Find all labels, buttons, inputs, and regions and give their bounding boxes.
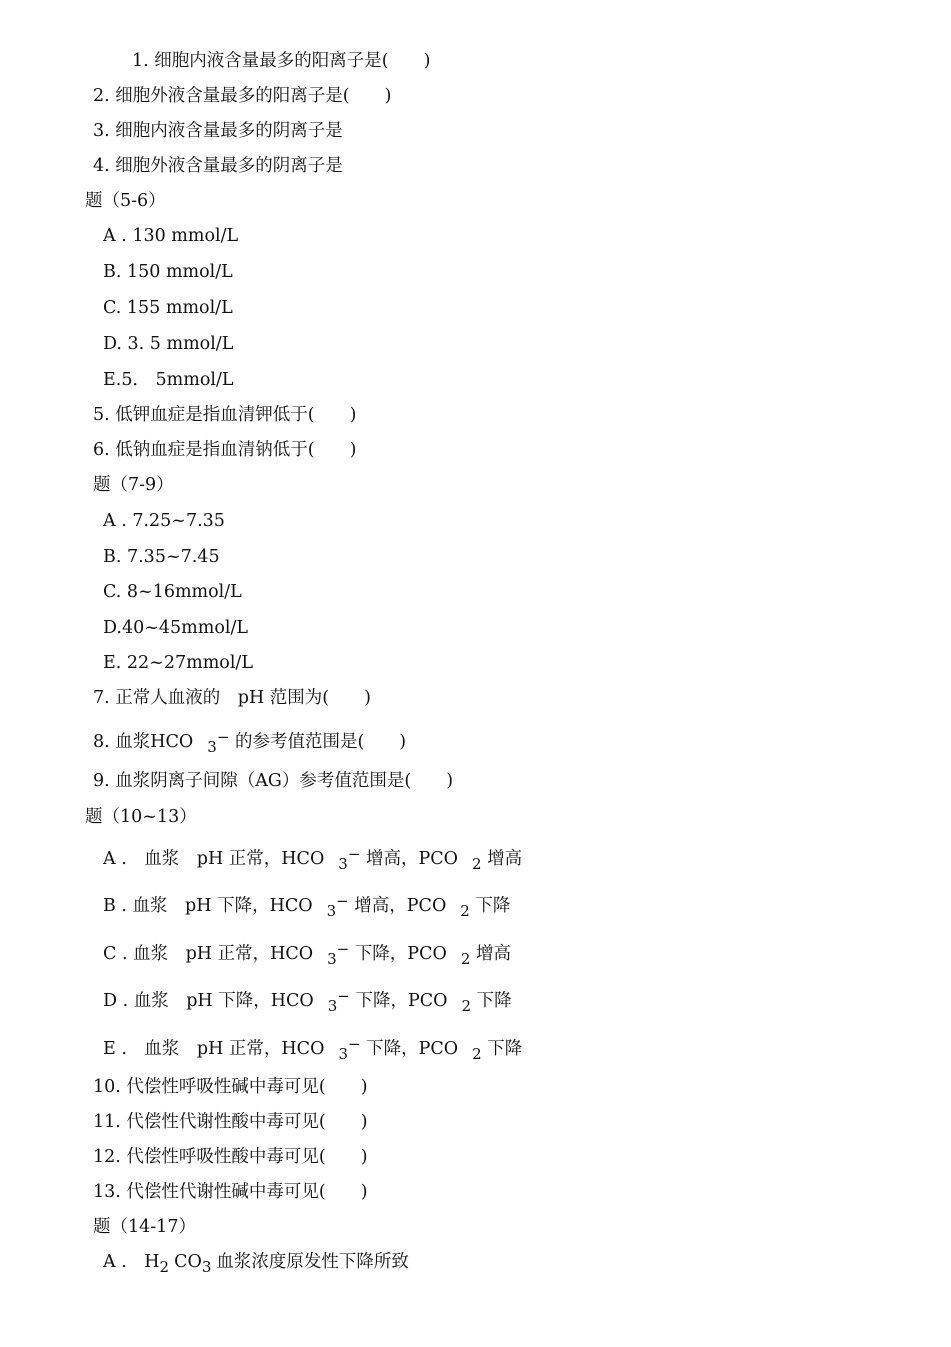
subscript-2: 2 xyxy=(159,1258,170,1276)
subscript-3: 3 xyxy=(207,738,217,756)
question-7: 7. 正常人血液的 pH 范围为( ) xyxy=(93,688,371,708)
question-8 xyxy=(93,728,407,756)
superscript-minus: − xyxy=(337,987,350,1005)
subscript-3: 3 xyxy=(338,855,348,873)
option-text-e: 增高 xyxy=(475,944,511,964)
option-text-m: CO xyxy=(174,1252,202,1272)
option-text-a: D . 血浆 pH 下降，HCO xyxy=(103,991,314,1011)
question-3: 3. 细胞内液含量最多的阴离子是 xyxy=(93,121,343,141)
question-10: 10. 代偿性呼吸性碱中毒可见( ) xyxy=(93,1077,368,1097)
option-7-9-a: A . 7.25~7.35 xyxy=(103,511,225,531)
option-text-m: 增高，PCO xyxy=(354,896,447,916)
option-text-a: C . 血浆 pH 正常，HCO xyxy=(103,944,314,964)
option-text-m: 增高，PCO xyxy=(366,849,459,869)
question-8-text-a: 8. 血浆HCO xyxy=(93,732,194,752)
subscript-3: 3 xyxy=(327,950,337,968)
question-6: 6. 低钠血症是指血清钠低于( ) xyxy=(93,440,357,460)
option-10-13-c xyxy=(103,940,511,968)
group-heading-10-13: 题（10~13） xyxy=(85,807,197,827)
option-10-13-a xyxy=(103,845,523,873)
option-text-a: A . H xyxy=(103,1252,160,1272)
option-text-a: E . 血浆 pH 正常，HCO xyxy=(103,1039,325,1059)
option-5-6-e: E.5． 5mmol/L xyxy=(103,370,234,390)
question-13: 13. 代偿性代谢性碱中毒可见( ) xyxy=(93,1182,368,1202)
option-text-m: 下降，PCO xyxy=(366,1039,459,1059)
subscript-2: 2 xyxy=(472,1045,482,1063)
superscript-minus: − xyxy=(336,940,350,958)
question-12: 12. 代偿性呼吸性酸中毒可见( ) xyxy=(93,1147,368,1167)
question-9: 9. 血浆阴离子间隙（AG）参考值范围是( ) xyxy=(93,771,454,791)
option-7-9-d: D.40~45mmol/L xyxy=(103,618,249,638)
superscript-minus: − xyxy=(347,845,361,863)
question-4: 4. 细胞外液含量最多的阴离子是 xyxy=(93,156,343,176)
option-5-6-a: A . 130 mmol/L xyxy=(103,226,239,246)
option-7-9-b: B. 7.35~7.45 xyxy=(103,547,220,567)
subscript-3: 3 xyxy=(338,1045,348,1063)
group-heading-5-6: 题（5-6） xyxy=(85,191,166,211)
option-text-e: 下降 xyxy=(475,896,511,916)
question-8-text-b: 的参考值范围是( ) xyxy=(234,732,407,752)
superscript-minus: − xyxy=(216,728,230,746)
question-11: 11. 代偿性代谢性酸中毒可见( ) xyxy=(93,1112,368,1132)
option-text-e: 下降 xyxy=(487,1039,523,1059)
option-5-6-c: C. 155 mmol/L xyxy=(103,298,233,318)
subscript-3: 3 xyxy=(201,1258,212,1276)
subscript-2: 2 xyxy=(472,855,482,873)
subscript-3: 3 xyxy=(326,902,337,920)
subscript-2: 2 xyxy=(461,997,472,1015)
option-text-a: A . 血浆 pH 正常，HCO xyxy=(103,849,325,869)
superscript-minus: − xyxy=(336,892,349,910)
group-heading-7-9: 题（7-9） xyxy=(93,475,174,495)
superscript-minus: − xyxy=(347,1035,361,1053)
group-heading-14-17: 题（14-17） xyxy=(93,1217,196,1237)
option-text-m: 下降，PCO xyxy=(355,991,448,1011)
option-10-13-e xyxy=(103,1035,523,1063)
subscript-2: 2 xyxy=(460,902,470,920)
question-2: 2. 细胞外液含量最多的阳离子是( ) xyxy=(93,86,392,106)
option-text-e: 血浆浓度原发性下降所致 xyxy=(216,1252,409,1272)
question-5: 5. 低钾血症是指血清钾低于( ) xyxy=(93,405,357,425)
subscript-2: 2 xyxy=(460,950,471,968)
option-14-17-a xyxy=(103,1251,409,1276)
option-text-e: 下降 xyxy=(476,991,512,1011)
option-text-a: B . 血浆 pH 下降，HCO xyxy=(103,896,313,916)
option-10-13-d xyxy=(103,987,512,1015)
option-5-6-d: D. 3. 5 mmol/L xyxy=(103,334,234,354)
option-10-13-b xyxy=(103,892,511,920)
option-text-e: 增高 xyxy=(487,849,523,869)
option-text-m: 下降，PCO xyxy=(354,944,447,964)
option-7-9-c: C. 8~16mmol/L xyxy=(103,582,242,602)
subscript-3: 3 xyxy=(327,997,338,1015)
option-5-6-b: B. 150 mmol/L xyxy=(103,262,233,282)
option-7-9-e: E. 22~27mmol/L xyxy=(103,653,253,673)
question-1: 1. 细胞内液含量最多的阳离子是( ) xyxy=(132,51,431,71)
